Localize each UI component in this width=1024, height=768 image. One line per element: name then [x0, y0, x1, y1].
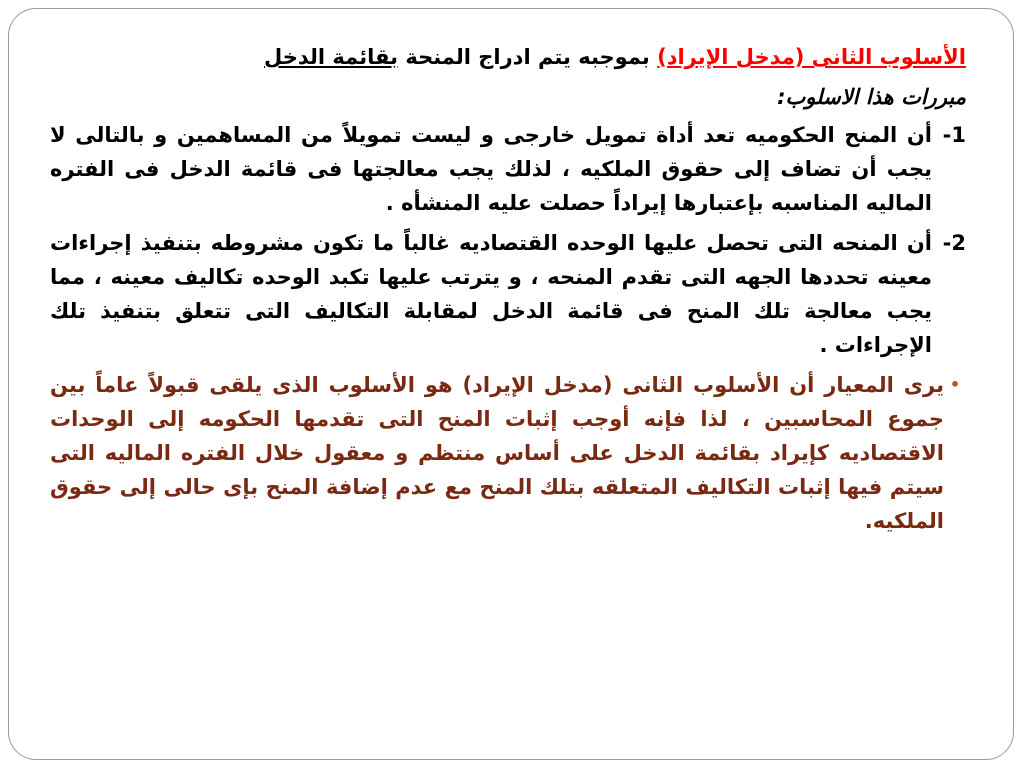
- justification-point-2: [50, 226, 966, 362]
- bullet-icon: •: [949, 375, 961, 394]
- point-text: أن المنحه التى تحصل عليها الوحده القتصاديه غالباً ما تكون مشروطه بتنفيذ إجراءات معينه تحددها الجهه التى تقدم المنحه ، و يترتب عليها تكبد الوحده تكاليف معينه ، مما يجب معالجة تلك المنح فى قائمة الدخل لمقابلة التكاليف التى تتعلق بتنفيذ تلك الإجراءات .: [50, 231, 932, 357]
- justification-point-1: [50, 118, 966, 220]
- point-number: 1-: [942, 123, 966, 147]
- slide-content: [50, 40, 966, 538]
- justifications-subheading: مبررات هذا الاسلوب:: [777, 85, 966, 109]
- point-text: أن المنح الحكوميه تعد أداة تمويل خارجى و ليست تمويلاً من المساهمين و بالتالى لا يجب أن تضاف إلى حقوق الملكيه ، لذلك يجب معالجتها فى قائمة الدخل فى الفتره الماليه المناسبه بإعتبارها إيراداً حصلت عليه المنشأه .: [50, 123, 932, 215]
- heading-description: بموجبه يتم ادراج المنحة: [405, 45, 650, 69]
- standard-conclusion-bullet: [50, 368, 966, 538]
- bullet-text: يرى المعيار أن الأسلوب الثانى (مدخل الإيراد) هو الأسلوب الذى يلقى قبولاً عاماً بين جموع المحاسبين ، لذا فإنه أوجب إثبات المنح التى تقدمها الحكومه إلى الوحدات الاقتصاديه كإيراد بقائمة الدخل على أساس منتظم و معقول خلال الفتره الماليه التى سيتم فيها إثبات التكاليف المتعلقه بتلك المنح مع عدم إضافة المنح بإى حالى إلى حقوق الملكيه.: [50, 373, 944, 533]
- heading-method-title: الأسلوب الثانى (مدخل الإيراد): [657, 45, 966, 69]
- point-number: 2-: [942, 231, 966, 255]
- slide-heading: [50, 40, 966, 74]
- heading-income-statement: بقائمة الدخل: [264, 45, 399, 69]
